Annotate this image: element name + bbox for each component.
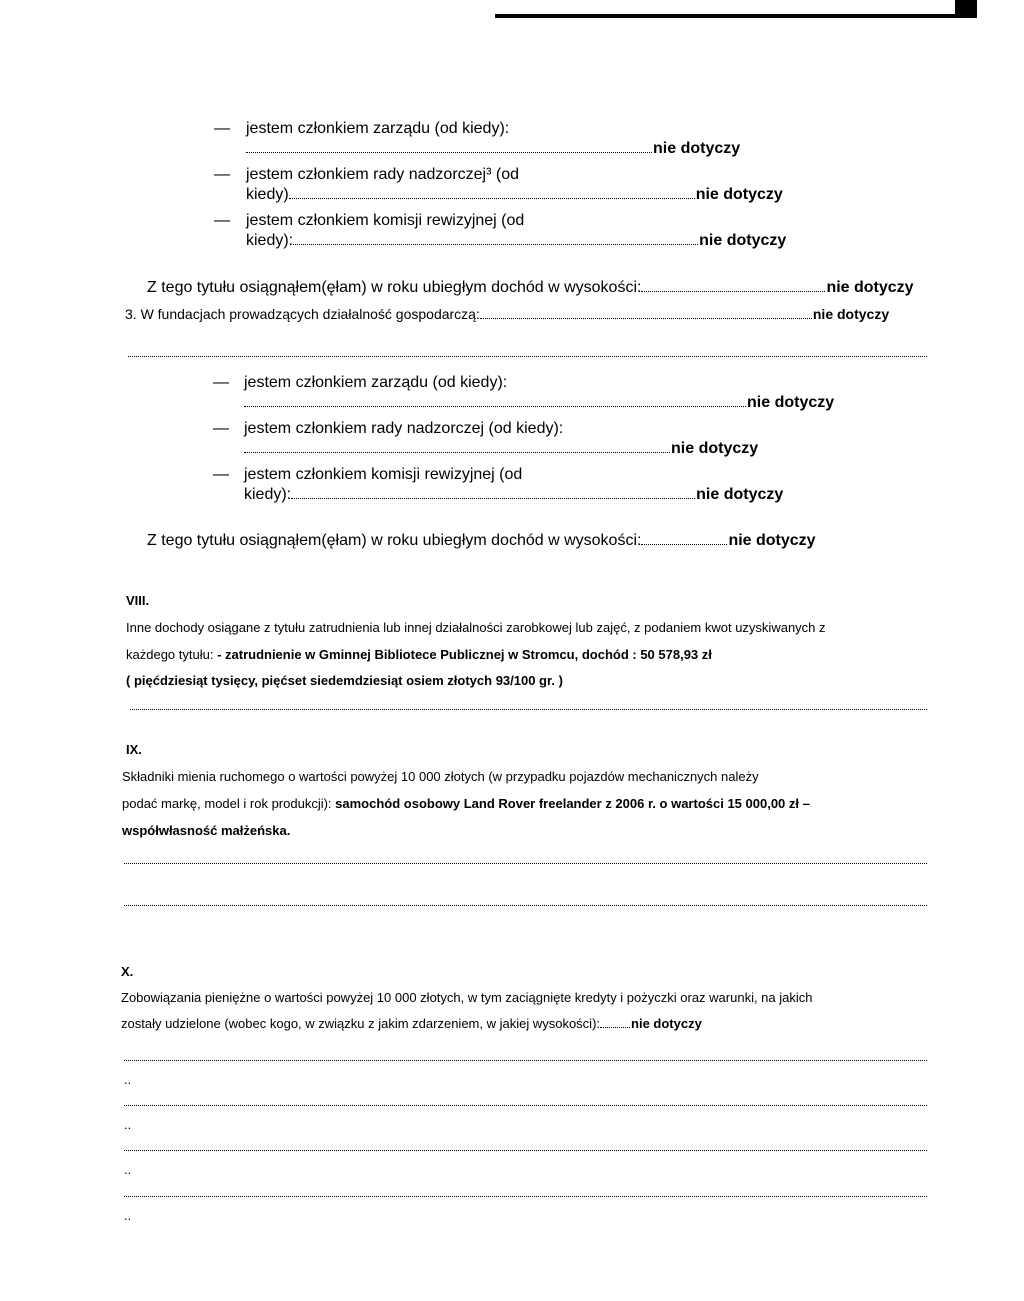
foundation-audit-committee-answer-row	[244, 486, 783, 504]
dash-marker: —	[214, 212, 230, 229]
section-ix-coownership: współwłasność małżeńska.	[122, 823, 291, 838]
supervisory-board-answer: nie dotyczy	[695, 186, 783, 203]
dotted-line-tail: ..	[124, 1072, 132, 1087]
board-member-answer: nie dotyczy	[653, 140, 741, 157]
board-member-label: jestem członkiem zarządu (od kiedy):	[246, 120, 510, 137]
foundation-income-label: Z tego tytułu osiągnąłem(ęłam) w roku ubiegłym dochód w wysokości:	[147, 532, 642, 549]
section-x-number: X.	[121, 964, 134, 979]
dash-marker: —	[214, 120, 230, 137]
supervisory-board-label-cont: kiedy)	[246, 186, 289, 203]
foundations-heading: 3. W fundacjach prowadzących działalność gospodarczą:	[125, 306, 480, 322]
foundation-income-row	[147, 532, 816, 550]
section-viii-number: VIII.	[126, 593, 150, 608]
section-x-line2	[121, 1016, 702, 1031]
dotted-blank-line	[130, 709, 927, 710]
section-ix-line2-label: podać markę, model i rok produkcji):	[122, 796, 336, 811]
audit-committee-label-cont: kiedy):	[246, 232, 294, 249]
dotted-blank-line	[124, 1060, 927, 1061]
foundation-supervisory-board-answer-row	[244, 440, 758, 458]
dotted-line-tail: ..	[124, 1117, 132, 1132]
dash-marker: —	[213, 466, 229, 483]
income-row	[147, 279, 914, 297]
scan-artifact-line	[495, 14, 977, 18]
dotted-line-tail: ..	[124, 1208, 132, 1223]
foundation-board-member-answer-row	[244, 394, 834, 412]
audit-committee-label: jestem członkiem komisji rewizyjnej (od	[246, 212, 525, 229]
foundation-audit-committee-label-cont: kiedy):	[244, 486, 292, 503]
dash-marker: —	[213, 420, 229, 437]
dotted-line-tail: ..	[124, 1162, 132, 1177]
foundation-supervisory-board-answer: nie dotyczy	[671, 440, 759, 457]
dash-marker: —	[214, 166, 230, 183]
dotted-blank-line	[124, 1196, 927, 1197]
section-ix-line1: Składniki mienia ruchomego o wartości powyżej 10 000 złotych (w przypadku pojazdów mechanicznych należy	[122, 769, 759, 784]
foundation-income-answer: nie dotyczy	[728, 532, 816, 549]
dash-marker: —	[213, 374, 229, 391]
section-x-answer: nie dotyczy	[631, 1016, 702, 1031]
section-viii-amount-words: ( pięćdziesiąt tysięcy, pięćset siedemdziesiąt osiem złotych 93/100 gr. )	[126, 673, 563, 688]
section-viii-line1: Inne dochody osiągane z tytułu zatrudnienia lub innej działalności zarobkowej lub zajęć, z podaniem kwot uzyskiwanych z	[126, 620, 826, 635]
income-answer: nie dotyczy	[826, 279, 914, 296]
section-ix-vehicle: samochód osobowy Land Rover freelander z 2006 r. o wartości 15 000,00 zł –	[335, 796, 810, 811]
dotted-blank-line	[124, 1150, 927, 1151]
audit-committee-answer: nie dotyczy	[699, 232, 787, 249]
section-ix-number: IX.	[126, 742, 142, 757]
foundation-audit-committee-label: jestem członkiem komisji rewizyjnej (od	[244, 466, 523, 483]
supervisory-board-label: jestem członkiem rady nadzorczej³ (od	[246, 166, 519, 183]
audit-committee-answer-row	[246, 232, 786, 250]
section-x-line2-label: zostały udzielone (wobec kogo, w związku z jakim zdarzeniem, w jakiej wysokości):	[121, 1016, 601, 1031]
scan-artifact-mark	[955, 0, 977, 18]
supervisory-board-answer-row	[246, 186, 783, 204]
income-label: Z tego tytułu osiągnąłem(ęłam) w roku ubiegłym dochód w wysokości:	[147, 279, 642, 296]
foundation-audit-committee-answer: nie dotyczy	[696, 486, 784, 503]
foundations-answer: nie dotyczy	[812, 306, 890, 322]
section-viii-line2-label: każdego tytułu:	[126, 647, 218, 662]
foundation-board-member-answer: nie dotyczy	[747, 394, 835, 411]
section-viii-line2	[126, 647, 712, 662]
section-viii-employment: - zatrudnienie w Gminnej Bibliotece Publicznej w Stromcu, dochód : 50 578,93 zł	[217, 647, 712, 662]
dotted-blank-line	[124, 1105, 927, 1106]
dotted-blank-line	[124, 863, 927, 864]
foundations-heading-row	[125, 306, 889, 322]
section-x-line1: Zobowiązania pieniężne o wartości powyżej 10 000 złotych, w tym zaciągnięte kredyty i pożyczki oraz warunki, na jakich	[121, 990, 813, 1005]
board-member-answer-row	[246, 140, 740, 158]
foundation-board-member-label: jestem członkiem zarządu (od kiedy):	[244, 374, 508, 391]
dotted-blank-line	[124, 905, 927, 906]
dotted-blank-line	[128, 356, 927, 357]
section-ix-line2	[122, 796, 810, 811]
foundation-supervisory-board-label: jestem członkiem rady nadzorczej (od kiedy):	[244, 420, 564, 437]
